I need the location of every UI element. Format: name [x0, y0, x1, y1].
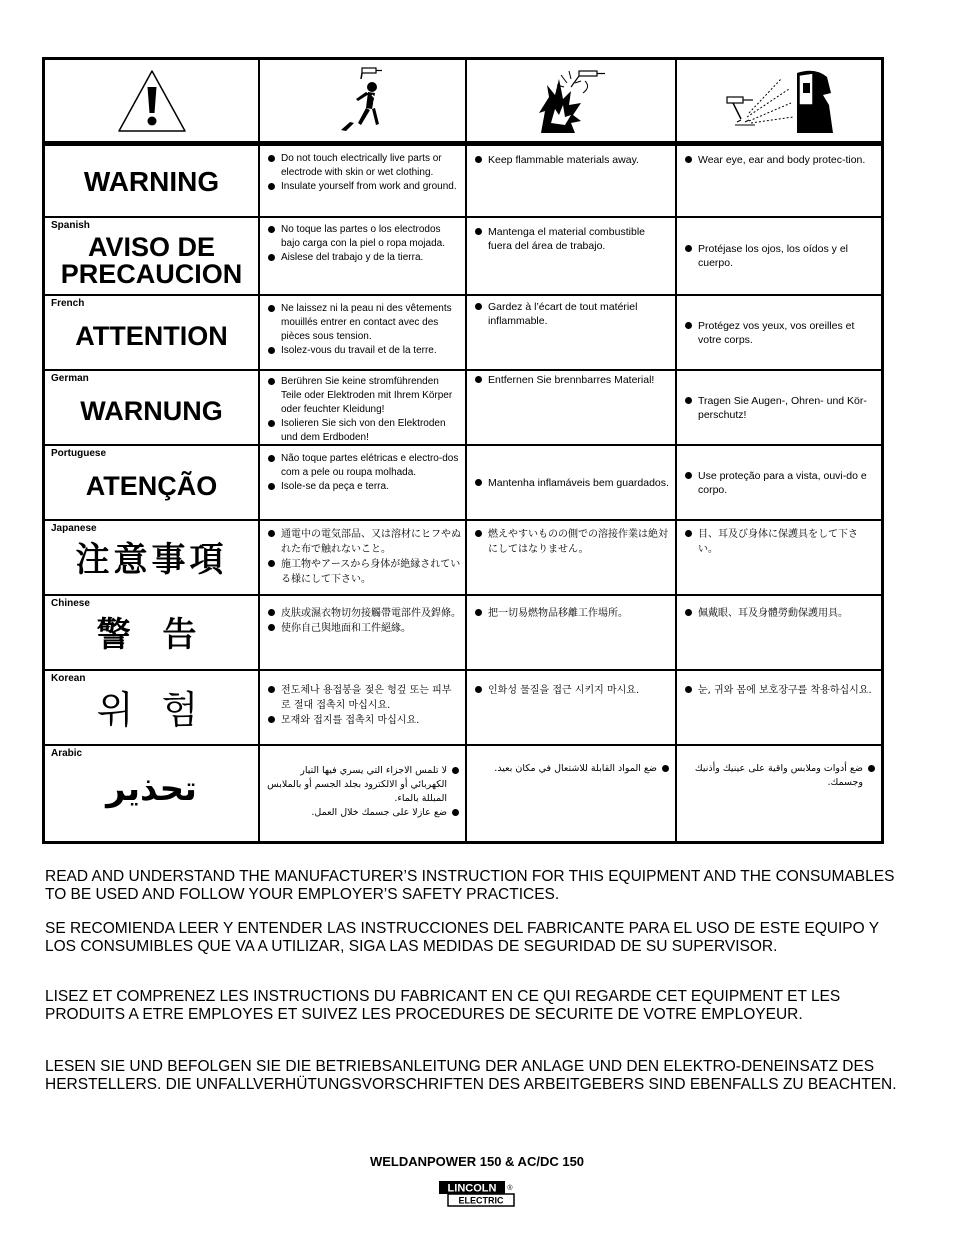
list-item: Keep flammable materials away.: [473, 153, 671, 167]
language-label: Spanish: [51, 220, 90, 231]
electric-items: [266, 218, 461, 294]
list-item: 佩戴眼、耳及身體勞動保護用具。: [683, 606, 877, 621]
heading-cell: [45, 671, 258, 744]
eye-items: [683, 218, 877, 294]
electric-cell: [258, 296, 465, 369]
fire-items: [473, 521, 671, 594]
language-label: French: [51, 298, 85, 309]
eye-items: [683, 296, 877, 369]
fire-cell: [465, 671, 675, 744]
eye-items: [683, 596, 877, 669]
row-german: [45, 369, 881, 444]
eye-cell: [675, 446, 881, 519]
list-item: 전도체나 용접봉을 젖은 헝겊 또는 피부로 절대 접촉치 마십시요.: [266, 683, 461, 713]
heading-cell: [45, 446, 258, 519]
eye-items: [683, 746, 877, 841]
instruction-paragraph-spanish: SE RECOMIENDA LEER Y ENTENDER LAS INSTRUCCIONES DEL FABRICANTE PARA EL USO DE ESTE EQUIPO Y LOS CONSUMIBLES QUE VA A UTILIZAR, SIGA LAS MEDIDAS DE SEGURIDAD DE SU SUPERVISOR.: [45, 920, 879, 955]
list-item: ضع أدوات وملابس واقية على عينيك وأذنيك وجسمك.: [683, 762, 877, 790]
fire-cell: [465, 296, 675, 369]
fire-cell: [465, 218, 675, 294]
electric-items: [266, 521, 461, 594]
row-spanish: [45, 216, 881, 294]
eye-items: [683, 521, 877, 594]
eye-cell: [675, 596, 881, 669]
electric-items: [266, 296, 461, 369]
eye-cell: [675, 746, 881, 841]
language-label: Korean: [51, 673, 86, 684]
language-label: Japanese: [51, 523, 97, 534]
eye-items: [683, 671, 877, 744]
list-item: ضع المواد القابلة للاشتعال في مكان بعيد.: [473, 762, 671, 776]
warning-heading: ATENÇÃO: [85, 471, 218, 501]
electric-cell: [258, 146, 465, 216]
list-item: Ne laissez ni la peau ni des vêtements mouillés entrer en contact avec des pièces sous tension.: [266, 302, 461, 344]
list-item: 皮肤或濕衣物切勿接觸帶電部件及銲條。: [266, 606, 461, 621]
heading-cell: [45, 596, 258, 669]
electric-cell: [258, 218, 465, 294]
warning-heading: WARNING: [83, 165, 220, 197]
eye-items: [683, 146, 877, 216]
row-japanese: [45, 519, 881, 594]
list-item: Use proteção para a vista, ouvi-do e corpo.: [683, 469, 877, 497]
language-label: German: [51, 373, 89, 384]
electric-items: [266, 446, 461, 519]
fire-cell: [465, 371, 675, 444]
list-item: 施工物やアースから身体が絶縁されている様にして下さい。: [266, 557, 461, 587]
heading-cell: [45, 146, 258, 216]
heading-cell: [45, 521, 258, 594]
fire-items: [473, 671, 671, 744]
icon-cell-fire: [465, 60, 675, 141]
eye-protection-icon: [719, 65, 839, 137]
list-item: 目、耳及び身体に保護具をして下さい。: [683, 527, 877, 557]
list-item: Protéjase los ojos, los oídos y el cuerpo.: [683, 242, 877, 270]
electric-cell: [258, 446, 465, 519]
row-french: [45, 294, 881, 369]
eye-items: [683, 371, 877, 444]
icon-cell-warning: [45, 60, 258, 141]
list-item: Berühren Sie keine stromführenden Teile oder Elektroden mit Ihrem Körper oder feuchter Kleidung!: [266, 375, 461, 417]
fire-cell: [465, 446, 675, 519]
eye-cell: [675, 218, 881, 294]
row-portuguese: [45, 444, 881, 519]
logo-line2: ELECTRIC: [458, 1195, 504, 1206]
list-item: Gardez à l’écart de tout matériel inflammable.: [473, 300, 671, 328]
electric-cell: [258, 596, 465, 669]
icon-cell-eye-protection: [675, 60, 881, 141]
warning-heading: 위 험: [96, 688, 207, 732]
fire-items: [473, 218, 671, 294]
icon-cell-electric: [258, 60, 465, 141]
heading-cell: [45, 371, 258, 444]
language-label: Chinese: [51, 598, 90, 609]
heading-cell: [45, 218, 258, 294]
list-item: Tragen Sie Augen-, Ohren- und Kör-perschutz!: [683, 394, 877, 422]
language-label: Portuguese: [51, 448, 107, 459]
list-item: ضع عازلا على جسمك خلال العمل.: [266, 806, 461, 820]
list-item: Isolieren Sie sich von den Elektroden und dem Erdboden!: [266, 417, 461, 444]
language-label: Arabic: [51, 748, 83, 759]
eye-cell: [675, 371, 881, 444]
heading-cell: [45, 296, 258, 369]
instruction-paragraph-german: LESEN SIE UND BEFOLGEN SIE DIE BETRIEBSANLEITUNG DER ANLAGE UND DEN ELEKTRO-DENEINSATZ DES HERSTELLERS. DIE UNFALLVERHÜTUNGSVORSCHRIFTEN DES ARBEITGEBERS SIND EBENFALLS ZU BEACHTEN.: [45, 1058, 897, 1093]
fire-items: [473, 746, 671, 841]
list-item: Entfernen Sie brennbarres Material!: [473, 373, 671, 387]
fire-items: [473, 146, 671, 216]
electric-items: [266, 596, 461, 669]
eye-items: [683, 446, 877, 519]
fire-cell: [465, 596, 675, 669]
warning-heading: 注意事項: [75, 540, 228, 580]
list-item: Não toque partes elétricas e electro-dos com a pele ou roupa molhada.: [266, 452, 461, 480]
list-item: No toque las partes o los electrodos bajo carga con la piel o ropa mojada.: [266, 223, 461, 251]
list-item: 모재와 접지를 접촉치 마십시요.: [266, 713, 461, 728]
list-item: لا تلمس الاجزاء التي يسري فيها التيار الكهربائي أو الالكترود بجلد الجسم أو بالملابس المبللة بالماء.: [266, 764, 461, 806]
instruction-paragraph-french: LISEZ ET COMPRENEZ LES INSTRUCTIONS DU FABRICANT EN CE QUI REGARDE CET EQUIPMENT ET LES PRODUITS A ETRE EMPLOYES ET SUIVEZ LES PROCEDURES DE SECURITE DE VOTRE EMPLOYEUR.: [45, 988, 841, 1023]
warning-heading: AVISO DE PRECAUCION: [60, 232, 243, 289]
eye-cell: [675, 296, 881, 369]
electric-cell: [258, 746, 465, 841]
electric-cell: [258, 671, 465, 744]
icon-row: [45, 60, 881, 141]
eye-cell: [675, 521, 881, 594]
fire-cell: [465, 146, 675, 216]
electric-cell: [258, 371, 465, 444]
warning-triangle-icon: [116, 67, 188, 135]
list-item: Mantenha inflamáveis bem guardados.: [473, 476, 671, 490]
instruction-paragraph-english: READ AND UNDERSTAND THE MANUFACTURER’S INSTRUCTION FOR THIS EQUIPMENT AND THE CONSUMABLES TO BE USED AND FOLLOW YOUR EMPLOYER’S SAFETY PRACTICES.: [45, 868, 895, 903]
warning-heading: 警 告: [96, 615, 207, 655]
electric-items: [266, 746, 461, 841]
logo-line1: LINCOLN: [447, 1182, 497, 1195]
eye-cell: [675, 146, 881, 216]
list-item: Wear eye, ear and body protec-tion.: [683, 153, 877, 167]
warning-heading: WARNUNG: [80, 396, 223, 426]
list-item: Isolez-vous du travail et de la terre.: [266, 344, 461, 358]
list-item: 通電中の電気部品、又は溶材にヒフやぬれた布で触れないこと。: [266, 527, 461, 557]
fire-items: [473, 596, 671, 669]
fire-items: [473, 296, 671, 369]
electric-items: [266, 371, 461, 444]
electric-items: [266, 671, 461, 744]
list-item: 燃えやすいものの側での溶接作業は絶対にしてはなりません。: [473, 527, 671, 557]
list-item: 把一切易燃物品移離工作場所。: [473, 606, 671, 621]
eye-cell: [675, 671, 881, 744]
electric-cell: [258, 521, 465, 594]
fire-items: [473, 446, 671, 519]
warning-heading: تحذير: [106, 769, 197, 809]
list-item: 눈, 귀와 몸에 보호장구를 착용하십시요.: [683, 683, 877, 698]
list-item: Insulate yourself from work and ground.: [266, 180, 461, 194]
registered-mark: ®: [507, 1185, 513, 1192]
warning-heading: ATTENTION: [75, 321, 228, 351]
fire-cell: [465, 521, 675, 594]
list-item: 인화성 물질을 접근 시키지 마시요.: [473, 683, 671, 698]
product-title: WELDANPOWER 150 & AC/DC 150: [369, 1154, 585, 1169]
row-english: [45, 141, 881, 216]
safety-warning-table: [42, 57, 884, 844]
heading-cell: [45, 746, 258, 841]
fire-cell: [465, 746, 675, 841]
list-item: Aislese del trabajo y de la tierra.: [266, 251, 461, 265]
list-item: 使你自己與地面和工件絕緣。: [266, 621, 461, 636]
row-chinese: [45, 594, 881, 669]
electric-shock-icon: [328, 65, 398, 137]
list-item: Do not touch electrically live parts or electrode with skin or wet clothing.: [266, 152, 461, 180]
electric-items: [266, 146, 461, 216]
row-korean: [45, 669, 881, 744]
list-item: Isole-se da peça e terra.: [266, 480, 461, 494]
list-item: Protégez vos yeux, vos oreilles et votre corps.: [683, 319, 877, 347]
fire-explosion-icon: [531, 65, 611, 137]
list-item: Mantenga el material combustible fuera del área de trabajo.: [473, 225, 671, 253]
row-arabic: [45, 744, 881, 841]
fire-items: [473, 371, 671, 444]
lincoln-electric-logo: [438, 1180, 516, 1207]
